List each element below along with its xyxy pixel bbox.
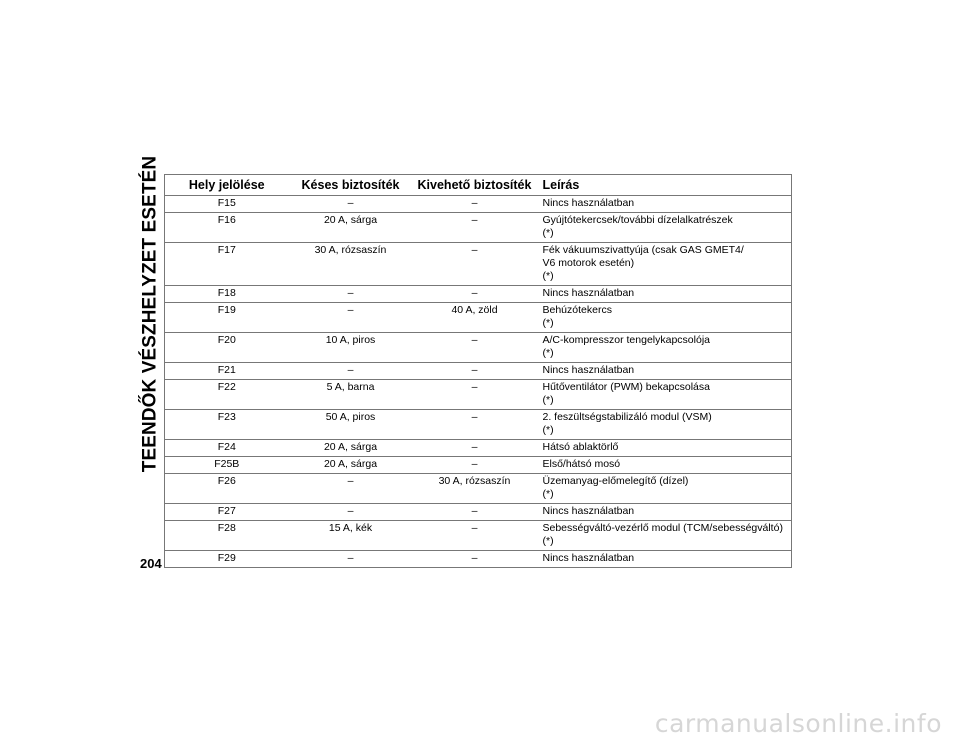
cell-location: F17 <box>165 243 289 286</box>
cell-cartridge-fuse: – <box>413 440 537 457</box>
page-number: 204 <box>140 556 162 571</box>
cell-cartridge-fuse: – <box>413 521 537 551</box>
description-line: Nincs használatban <box>542 197 635 209</box>
cell-description <box>537 363 792 380</box>
cell-location: F23 <box>165 410 289 440</box>
cell-blade-fuse: – <box>289 551 413 568</box>
description-line: (*) <box>542 394 554 406</box>
cell-location: F26 <box>165 474 289 504</box>
cell-cartridge-fuse: – <box>413 551 537 568</box>
cell-location: F25B <box>165 457 289 474</box>
cell-blade-fuse: 20 A, sárga <box>289 213 413 243</box>
table-row <box>165 521 792 551</box>
cell-blade-fuse: 15 A, kék <box>289 521 413 551</box>
cell-cartridge-fuse: – <box>413 196 537 213</box>
header-location: Hely jelölése <box>165 175 289 196</box>
cell-blade-fuse: 30 A, rózsaszín <box>289 243 413 286</box>
description-line: Sebességváltó-vezérlő modul (TCM/sebességváltó) <box>542 522 783 534</box>
section-side-title <box>138 155 162 473</box>
table-row <box>165 303 792 333</box>
table-body <box>165 196 792 568</box>
table-row <box>165 474 792 504</box>
cell-location: F18 <box>165 286 289 303</box>
cell-location: F21 <box>165 363 289 380</box>
section-title-text: TEENDŐK VÉSZHELYZET ESETÉN <box>139 155 161 473</box>
cell-location: F27 <box>165 504 289 521</box>
cell-location: F24 <box>165 440 289 457</box>
cell-cartridge-fuse: – <box>413 457 537 474</box>
description-line: Behúzótekercs <box>542 304 612 316</box>
cell-description <box>537 196 792 213</box>
cell-location: F28 <box>165 521 289 551</box>
description-line: Gyújtótekercsek/további dízelalkatrészek <box>542 214 733 226</box>
cell-blade-fuse: 10 A, piros <box>289 333 413 363</box>
cell-description <box>537 551 792 568</box>
cell-description <box>537 303 792 333</box>
cell-blade-fuse: 5 A, barna <box>289 380 413 410</box>
description-line: (*) <box>542 270 554 282</box>
cell-blade-fuse: – <box>289 286 413 303</box>
cell-description <box>537 243 792 286</box>
header-cartridge-fuse: Kivehető biztosíték <box>413 175 537 196</box>
watermark-logo: carmanualsonline.info <box>654 709 942 738</box>
cell-location: F22 <box>165 380 289 410</box>
cell-blade-fuse: – <box>289 363 413 380</box>
cell-blade-fuse: 20 A, sárga <box>289 440 413 457</box>
description-line: (*) <box>542 347 554 359</box>
table-row <box>165 380 792 410</box>
table-row <box>165 504 792 521</box>
header-description: Leírás <box>537 175 792 196</box>
description-line: (*) <box>542 535 554 547</box>
cell-cartridge-fuse: – <box>413 333 537 363</box>
fuse-table <box>164 174 792 568</box>
table-row <box>165 213 792 243</box>
cell-cartridge-fuse: 40 A, zöld <box>413 303 537 333</box>
cell-cartridge-fuse: – <box>413 213 537 243</box>
table-header-row <box>165 175 792 196</box>
cell-location: F19 <box>165 303 289 333</box>
description-line: Nincs használatban <box>542 287 635 299</box>
description-line: Fék vákuumszivattyúja (csak GAS GMET4/ <box>542 244 744 256</box>
cell-location: F20 <box>165 333 289 363</box>
description-line: Nincs használatban <box>542 364 635 376</box>
cell-description <box>537 474 792 504</box>
table-row <box>165 457 792 474</box>
table-row <box>165 333 792 363</box>
description-line: Első/hátsó mosó <box>542 458 621 470</box>
cell-cartridge-fuse: – <box>413 410 537 440</box>
table-row <box>165 196 792 213</box>
cell-description <box>537 410 792 440</box>
description-line: Hűtőventilátor (PWM) bekapcsolása <box>542 381 710 393</box>
cell-blade-fuse: – <box>289 303 413 333</box>
description-line: (*) <box>542 424 554 436</box>
cell-description <box>537 504 792 521</box>
description-line: 2. feszültségstabilizáló modul (VSM) <box>542 411 712 423</box>
description-line: Nincs használatban <box>542 505 635 517</box>
table-row <box>165 410 792 440</box>
description-line: Üzemanyag-előmelegítő (dízel) <box>542 475 689 487</box>
table-row <box>165 243 792 286</box>
cell-description <box>537 440 792 457</box>
cell-description <box>537 380 792 410</box>
cell-description <box>537 457 792 474</box>
cell-location: F15 <box>165 196 289 213</box>
cell-blade-fuse: – <box>289 504 413 521</box>
description-line: V6 motorok esetén) <box>542 257 635 269</box>
cell-cartridge-fuse: – <box>413 380 537 410</box>
cell-cartridge-fuse: – <box>413 363 537 380</box>
cell-cartridge-fuse: – <box>413 286 537 303</box>
cell-location: F29 <box>165 551 289 568</box>
cell-blade-fuse: 20 A, sárga <box>289 457 413 474</box>
description-line: (*) <box>542 227 554 239</box>
cell-location: F16 <box>165 213 289 243</box>
description-line: A/C-kompresszor tengelykapcsolója <box>542 334 710 346</box>
table-row <box>165 551 792 568</box>
description-line: (*) <box>542 317 554 329</box>
cell-blade-fuse: 50 A, piros <box>289 410 413 440</box>
table-row <box>165 363 792 380</box>
cell-cartridge-fuse: – <box>413 243 537 286</box>
cell-description <box>537 213 792 243</box>
cell-blade-fuse: – <box>289 474 413 504</box>
cell-cartridge-fuse: – <box>413 504 537 521</box>
cell-blade-fuse: – <box>289 196 413 213</box>
header-blade-fuse: Késes biztosíték <box>289 175 413 196</box>
cell-description <box>537 286 792 303</box>
cell-cartridge-fuse: 30 A, rózsaszín <box>413 474 537 504</box>
description-line: Hátsó ablaktörlő <box>542 441 619 453</box>
table-row <box>165 286 792 303</box>
description-line: (*) <box>542 488 554 500</box>
table-row <box>165 440 792 457</box>
cell-description <box>537 333 792 363</box>
cell-description <box>537 521 792 551</box>
description-line: Nincs használatban <box>542 552 635 564</box>
